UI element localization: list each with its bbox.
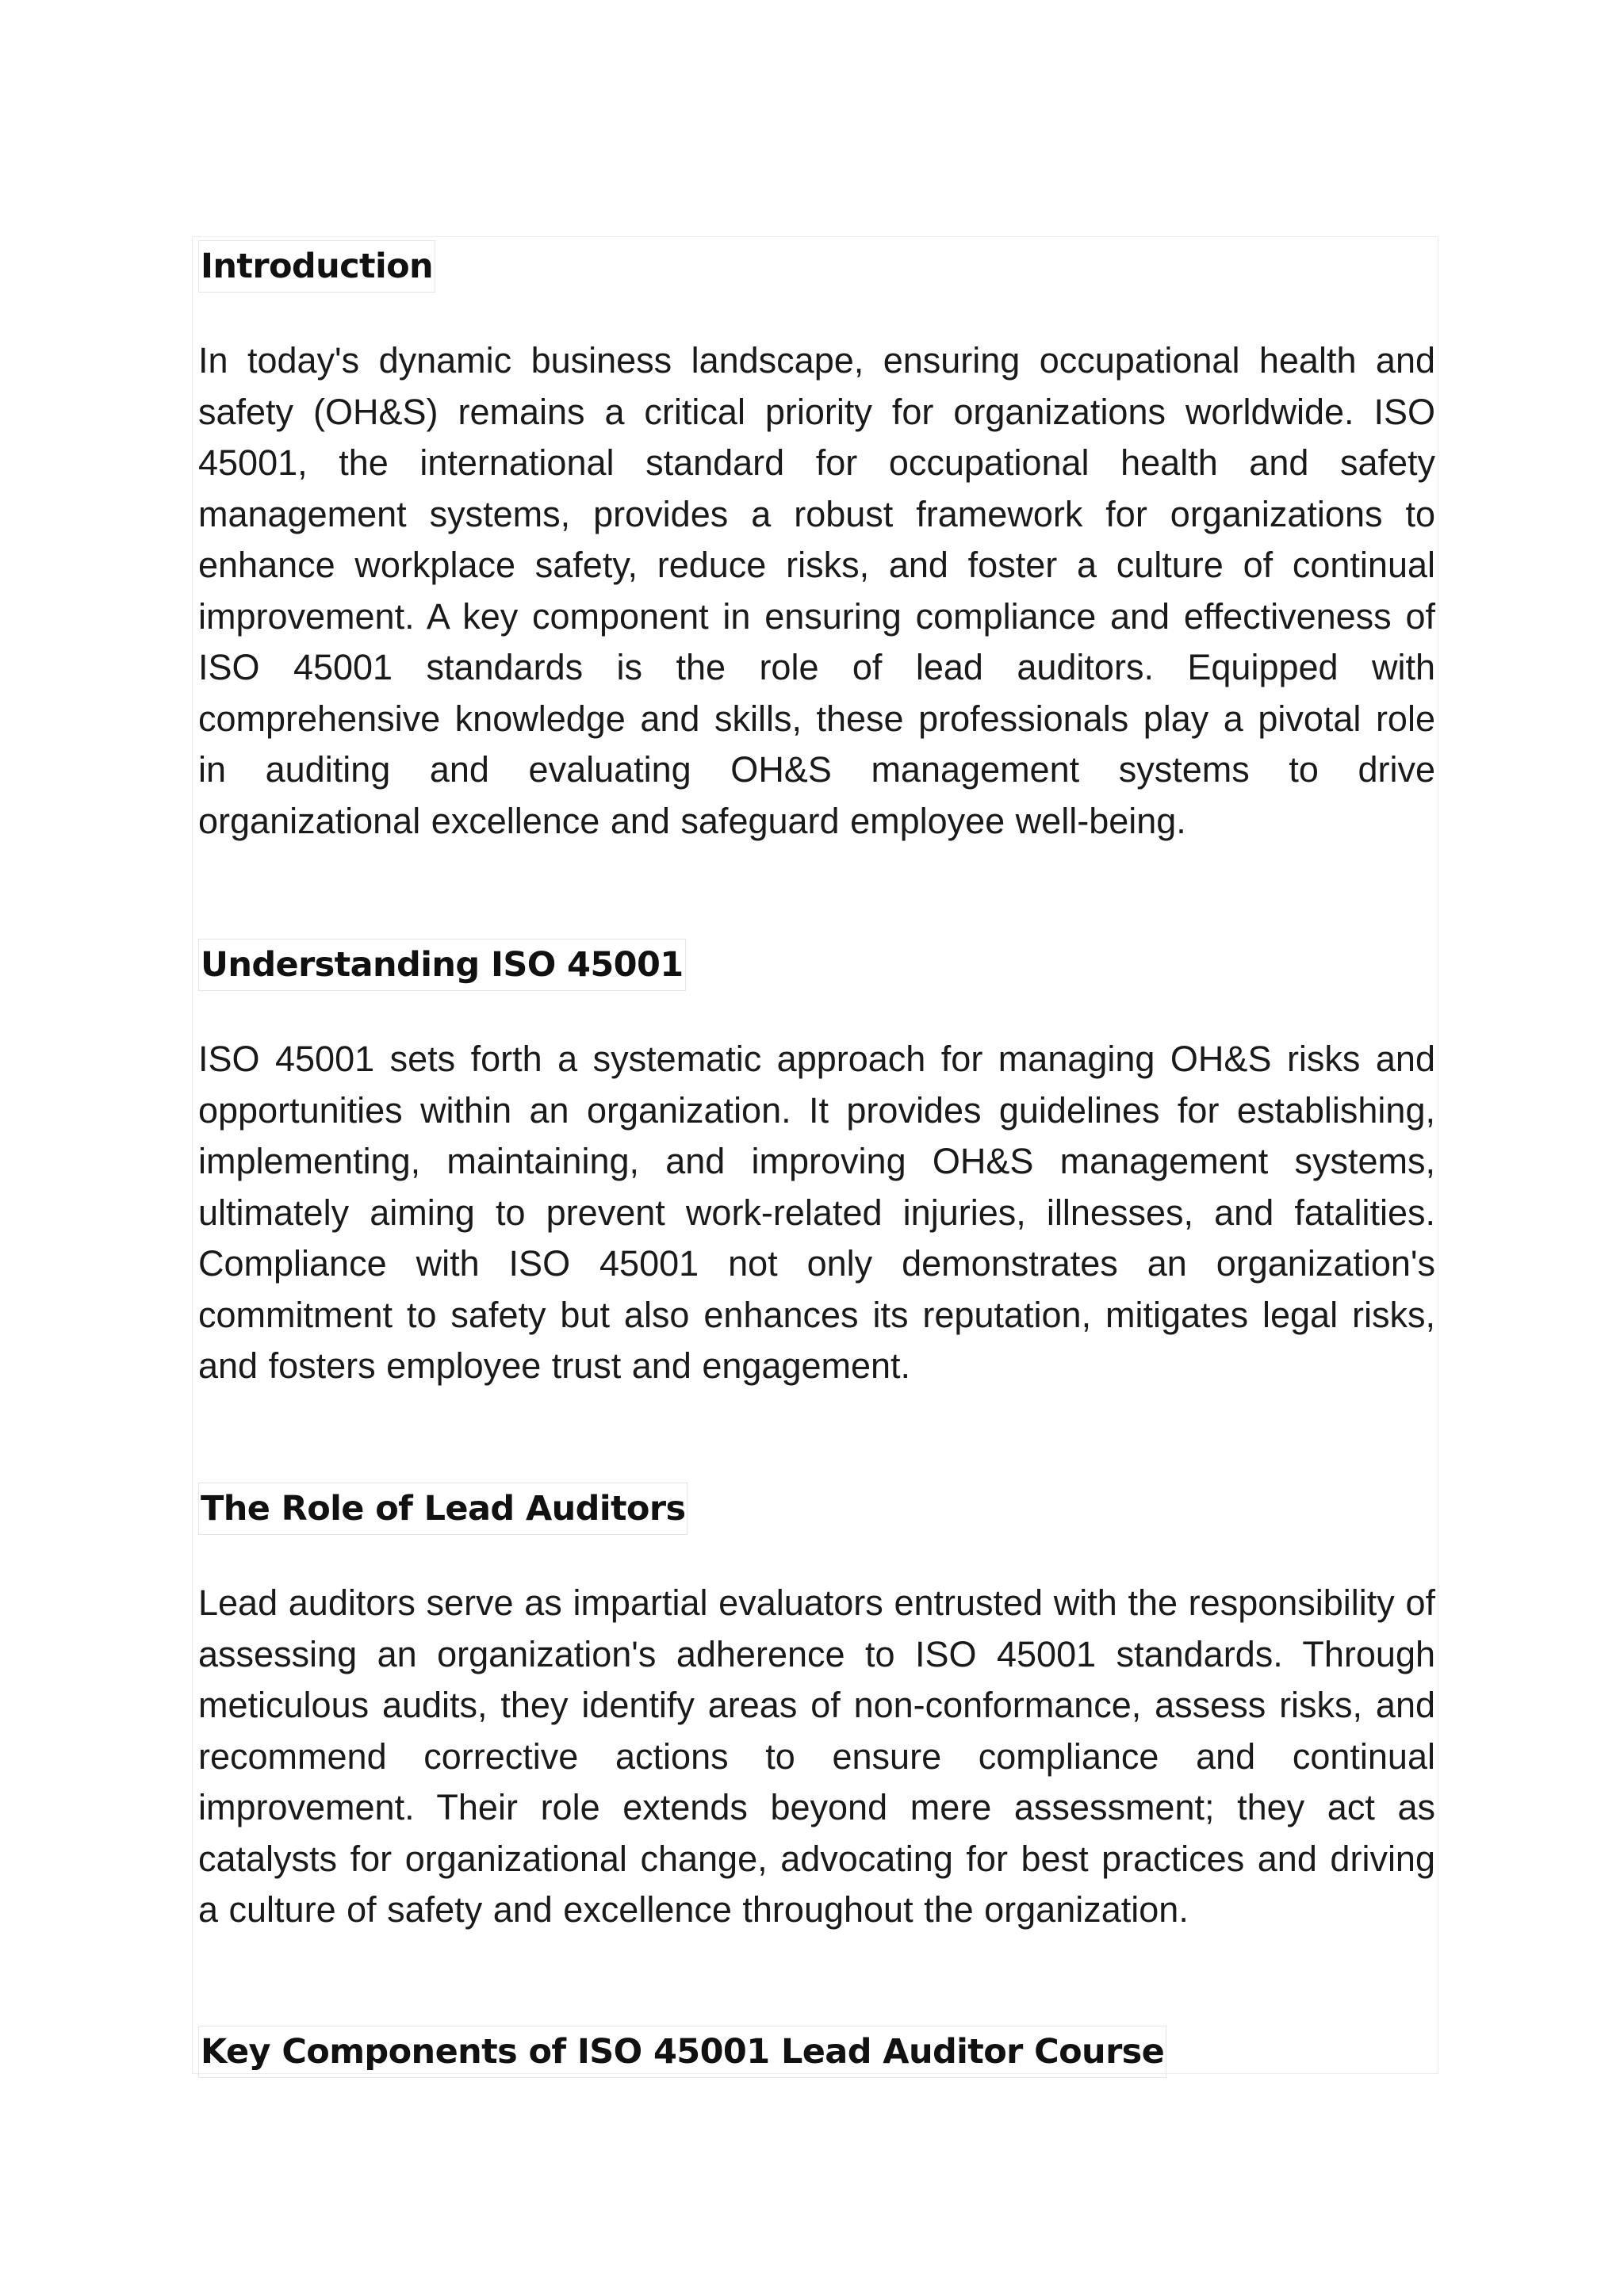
paragraph-introduction: In today's dynamic business landscape, ensuring occupational health and safety (OH&S) remains a critical priority for organizations worldwide. ISO 45001, the international standard for occupational health and safety management systems, provides a robust framework for organizations to enhance workplace safety, reduce risks, and foster a culture of continual improvement. A key component in ensuring compliance and effectiveness of ISO 45001 standards is the role of lead auditors. Equipped with comprehensive knowledge and skills, these professionals play a pivotal role in auditing and evaluating OH&S management systems to drive organizational excellence and safeguard employee well-being. — [198, 340, 1435, 841]
section-understanding-body — [198, 1034, 1435, 1392]
section-role-of-lead-auditors — [198, 1483, 1435, 1535]
heading-introduction: Introduction — [198, 240, 435, 293]
paragraph-role-of-lead-auditors: Lead auditors serve as impartial evaluators entrusted with the responsibility of assessing an organization's adherence to ISO 45001 standards. Through meticulous audits, they identify areas of non-conformance, assess risks, and recommend corrective actions to ensure compliance and continual improvement. Their role extends beyond mere assessment; they act as catalysts for organizational change, advocating for best practices and driving a culture of safety and excellence throughout the organization. — [198, 1582, 1435, 1930]
section-understanding — [198, 939, 1435, 991]
section-introduction — [198, 240, 1435, 293]
heading-key-components: Key Components of ISO 45001 Lead Auditor Course — [198, 2026, 1166, 2078]
section-role-body — [198, 1578, 1435, 1936]
section-introduction-body — [198, 335, 1435, 847]
paragraph-understanding-iso-45001: ISO 45001 sets forth a systematic approach for managing OH&S risks and opportunities within an organization. It provides guidelines for establishing, implementing, maintaining, and improving OH&S management systems, ultimately aiming to prevent work-related injuries, illnesses, and fatalities. Compliance with ISO 45001 not only demonstrates an organization's commitment to safety but also enhances its reputation, mitigates legal risks, and fosters employee trust and engagement. — [198, 1039, 1435, 1386]
heading-role-of-lead-auditors: The Role of Lead Auditors — [198, 1483, 688, 1535]
section-key-components — [198, 2026, 1435, 2078]
heading-understanding-iso-45001: Understanding ISO 45001 — [198, 939, 686, 991]
